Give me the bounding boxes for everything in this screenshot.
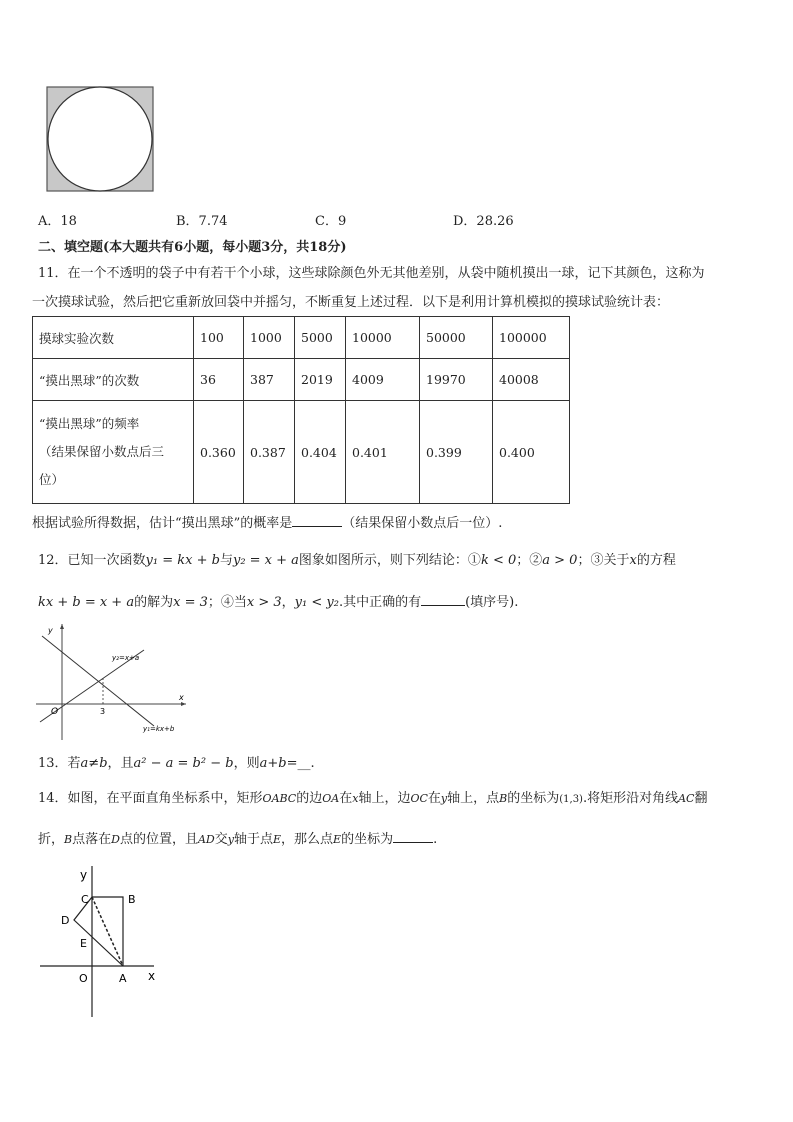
table-cell: 4009 bbox=[346, 359, 420, 401]
q14-math: x bbox=[352, 792, 359, 805]
diagonal-ac bbox=[92, 897, 123, 966]
table-cell: “摸出黑球”的次数 bbox=[33, 359, 194, 401]
q14-math: B bbox=[64, 833, 73, 846]
q12-function-graph bbox=[36, 622, 196, 742]
q14-text: 折， bbox=[38, 832, 65, 847]
table-cell: 0.387 bbox=[244, 401, 295, 504]
q14-math: OA bbox=[322, 792, 340, 805]
q14-rectangle-figure bbox=[36, 862, 166, 1022]
option-b: B．7.74 bbox=[176, 214, 228, 229]
q12-line1 bbox=[38, 549, 676, 568]
table-cell: 摸球实验次数 bbox=[33, 317, 194, 359]
q12-condition: x > 3 bbox=[246, 595, 282, 610]
table-cell: 2019 bbox=[295, 359, 346, 401]
q14-math: OABC bbox=[262, 792, 297, 805]
q12-text: 的解为 bbox=[134, 595, 174, 610]
point-c-label: C bbox=[81, 893, 89, 906]
freq-label-line: “摸出黑球”的频率 bbox=[39, 416, 140, 431]
q13-text: ，且 bbox=[107, 756, 134, 771]
table-cell: 0.360 bbox=[194, 401, 244, 504]
section-heading: 二、填空题(本大题共有6小题，每小题3分，共18分) bbox=[38, 240, 347, 255]
q12-text: 与 bbox=[219, 553, 233, 568]
answer-blank[interactable] bbox=[421, 605, 465, 606]
q14-math: y bbox=[440, 792, 448, 805]
table-cell: 100000 bbox=[493, 317, 570, 359]
q14-text: 交 bbox=[214, 832, 228, 847]
q11-answer-post: （结果保留小数点后一位）. bbox=[342, 516, 503, 531]
x-axis-label: x bbox=[179, 693, 184, 702]
q14-text: 轴上，边 bbox=[358, 791, 411, 806]
q14-text: .将矩形沿对角线 bbox=[582, 791, 679, 806]
table-cell: 40008 bbox=[493, 359, 570, 401]
q12-line2 bbox=[38, 591, 518, 610]
table-cell: 19970 bbox=[420, 359, 493, 401]
table-cell: 10000 bbox=[346, 317, 420, 359]
q14-math: OC bbox=[410, 792, 428, 805]
table-cell-frequency-label bbox=[33, 401, 194, 504]
q12-text: ；② bbox=[516, 553, 543, 568]
q12-y2-formula: y₂ = x + a bbox=[232, 553, 299, 568]
q12-text: (填序号). bbox=[465, 595, 519, 610]
q14-text: 轴于点 bbox=[233, 832, 273, 847]
y-axis-label: y bbox=[80, 868, 88, 882]
point-a-label: A bbox=[119, 972, 127, 985]
x-axis-arrow bbox=[181, 702, 186, 706]
q13-condition: a≠b bbox=[80, 756, 108, 771]
q11-line2: 一次摸球试验，然后把它重新放回袋中并摇匀，不断重复上述过程．以下是利用计算机模拟的摸球试验统计表： bbox=[32, 295, 670, 310]
q14-text: 的边 bbox=[296, 791, 323, 806]
q14-math: E bbox=[333, 833, 342, 846]
table-row bbox=[33, 317, 570, 359]
q14-text: 翻 bbox=[694, 791, 708, 806]
freq-label-line: 位） bbox=[39, 472, 65, 487]
table-cell: 1000 bbox=[244, 317, 295, 359]
q14-text: 的坐标为 bbox=[507, 791, 560, 806]
point-b-label: B bbox=[128, 893, 136, 906]
q14-math: AC bbox=[678, 792, 695, 805]
q12-text: .其中正确的有 bbox=[338, 595, 422, 610]
q14-line1 bbox=[38, 787, 708, 806]
table-cell: 50000 bbox=[420, 317, 493, 359]
q13-text: 13．若 bbox=[38, 756, 81, 771]
tick-label: 3 bbox=[100, 707, 106, 716]
line-y1 bbox=[42, 636, 154, 726]
q11-line1: 11．在一个不透明的袋子中有若干个小球，这些球除颜色外无其他差别，从袋中随机摸出一球，记下其颜色，这称为 bbox=[38, 266, 705, 281]
q14-math: y bbox=[227, 833, 234, 846]
q13-equation: a² − a = b² − b bbox=[133, 756, 234, 771]
q14-text: 点的位置，且 bbox=[119, 832, 198, 847]
q12-y1-formula: y₁ = kx + b bbox=[145, 553, 220, 568]
q14-text: 轴上，点 bbox=[447, 791, 500, 806]
table-cell: 0.400 bbox=[493, 401, 570, 504]
q12-equation: kx + b = x + a bbox=[38, 595, 135, 610]
q13-expression: a+b bbox=[259, 756, 287, 771]
answer-blank[interactable] bbox=[292, 526, 342, 527]
q12-variable-x: x bbox=[629, 553, 637, 568]
y1-line-label: y₁=kx+b bbox=[143, 725, 175, 733]
q12-conclusion-2: a > 0 bbox=[542, 553, 578, 568]
answer-blank[interactable] bbox=[393, 842, 433, 843]
q14-text: ，那么点 bbox=[281, 832, 334, 847]
q11-answer-pre: 根据试验所得数据，估计“摸出黑球”的概率是 bbox=[32, 516, 293, 531]
q12-conclusion-1: k < 0 bbox=[480, 553, 517, 568]
q12-inequality: y₁ < y₂ bbox=[294, 595, 339, 610]
q12-solution: x = 3 bbox=[173, 595, 208, 610]
table-cell: 0.404 bbox=[295, 401, 346, 504]
table-cell: 100 bbox=[194, 317, 244, 359]
frequency-table bbox=[32, 316, 570, 504]
q12-text: ；④当 bbox=[207, 595, 247, 610]
q14-text: 在 bbox=[427, 791, 441, 806]
table-cell: 5000 bbox=[295, 317, 346, 359]
origin-label: O bbox=[51, 707, 59, 717]
q12-text: ， bbox=[281, 595, 295, 610]
square-circle-figure bbox=[46, 86, 154, 192]
q14-text: 点落在 bbox=[72, 832, 112, 847]
point-d-label: D bbox=[61, 914, 70, 927]
circle-shape bbox=[48, 87, 152, 191]
q14-text: 的坐标为 bbox=[341, 832, 394, 847]
table-row bbox=[33, 359, 570, 401]
option-d: D．28.26 bbox=[453, 214, 514, 229]
q14-math: D bbox=[111, 833, 120, 846]
q13-text: =__. bbox=[286, 756, 315, 771]
q12-text: 的方程 bbox=[636, 553, 676, 568]
q11-answer-line bbox=[32, 512, 502, 531]
table-cell: 0.399 bbox=[420, 401, 493, 504]
option-a: A．18 bbox=[38, 214, 77, 229]
y-axis-label: y bbox=[48, 626, 53, 635]
x-axis-label: x bbox=[148, 969, 156, 983]
q12-text: ；③关于 bbox=[577, 553, 630, 568]
table-cell: 0.401 bbox=[346, 401, 420, 504]
table-cell: 36 bbox=[194, 359, 244, 401]
table-row bbox=[33, 401, 570, 504]
q14-text: . bbox=[433, 832, 438, 847]
y2-line-label: y₂=x+a bbox=[112, 654, 140, 662]
freq-label-line: （结果保留小数点后三 bbox=[39, 444, 165, 459]
q14-text: 在 bbox=[339, 791, 353, 806]
q14-math: E bbox=[272, 833, 282, 846]
q12-text: 图象如图所示，则下列结论：① bbox=[298, 553, 481, 568]
q13-text: ，则 bbox=[233, 756, 260, 771]
folded-triangle bbox=[74, 897, 123, 966]
q14-coordinate: (1,3) bbox=[559, 794, 583, 805]
table-cell: 387 bbox=[244, 359, 295, 401]
option-c: C．9 bbox=[315, 214, 347, 229]
q12-text: 12．已知一次函数 bbox=[38, 553, 146, 568]
q14-line2 bbox=[38, 828, 437, 847]
q14-math: AD bbox=[197, 833, 215, 846]
point-o-label: O bbox=[79, 972, 88, 985]
q14-text: 14．如图，在平面直角坐标系中，矩形 bbox=[38, 791, 263, 806]
q13-line bbox=[38, 752, 315, 771]
y-axis-arrow bbox=[60, 624, 64, 629]
q14-math: B bbox=[499, 792, 508, 805]
point-e-label: E bbox=[80, 937, 87, 950]
